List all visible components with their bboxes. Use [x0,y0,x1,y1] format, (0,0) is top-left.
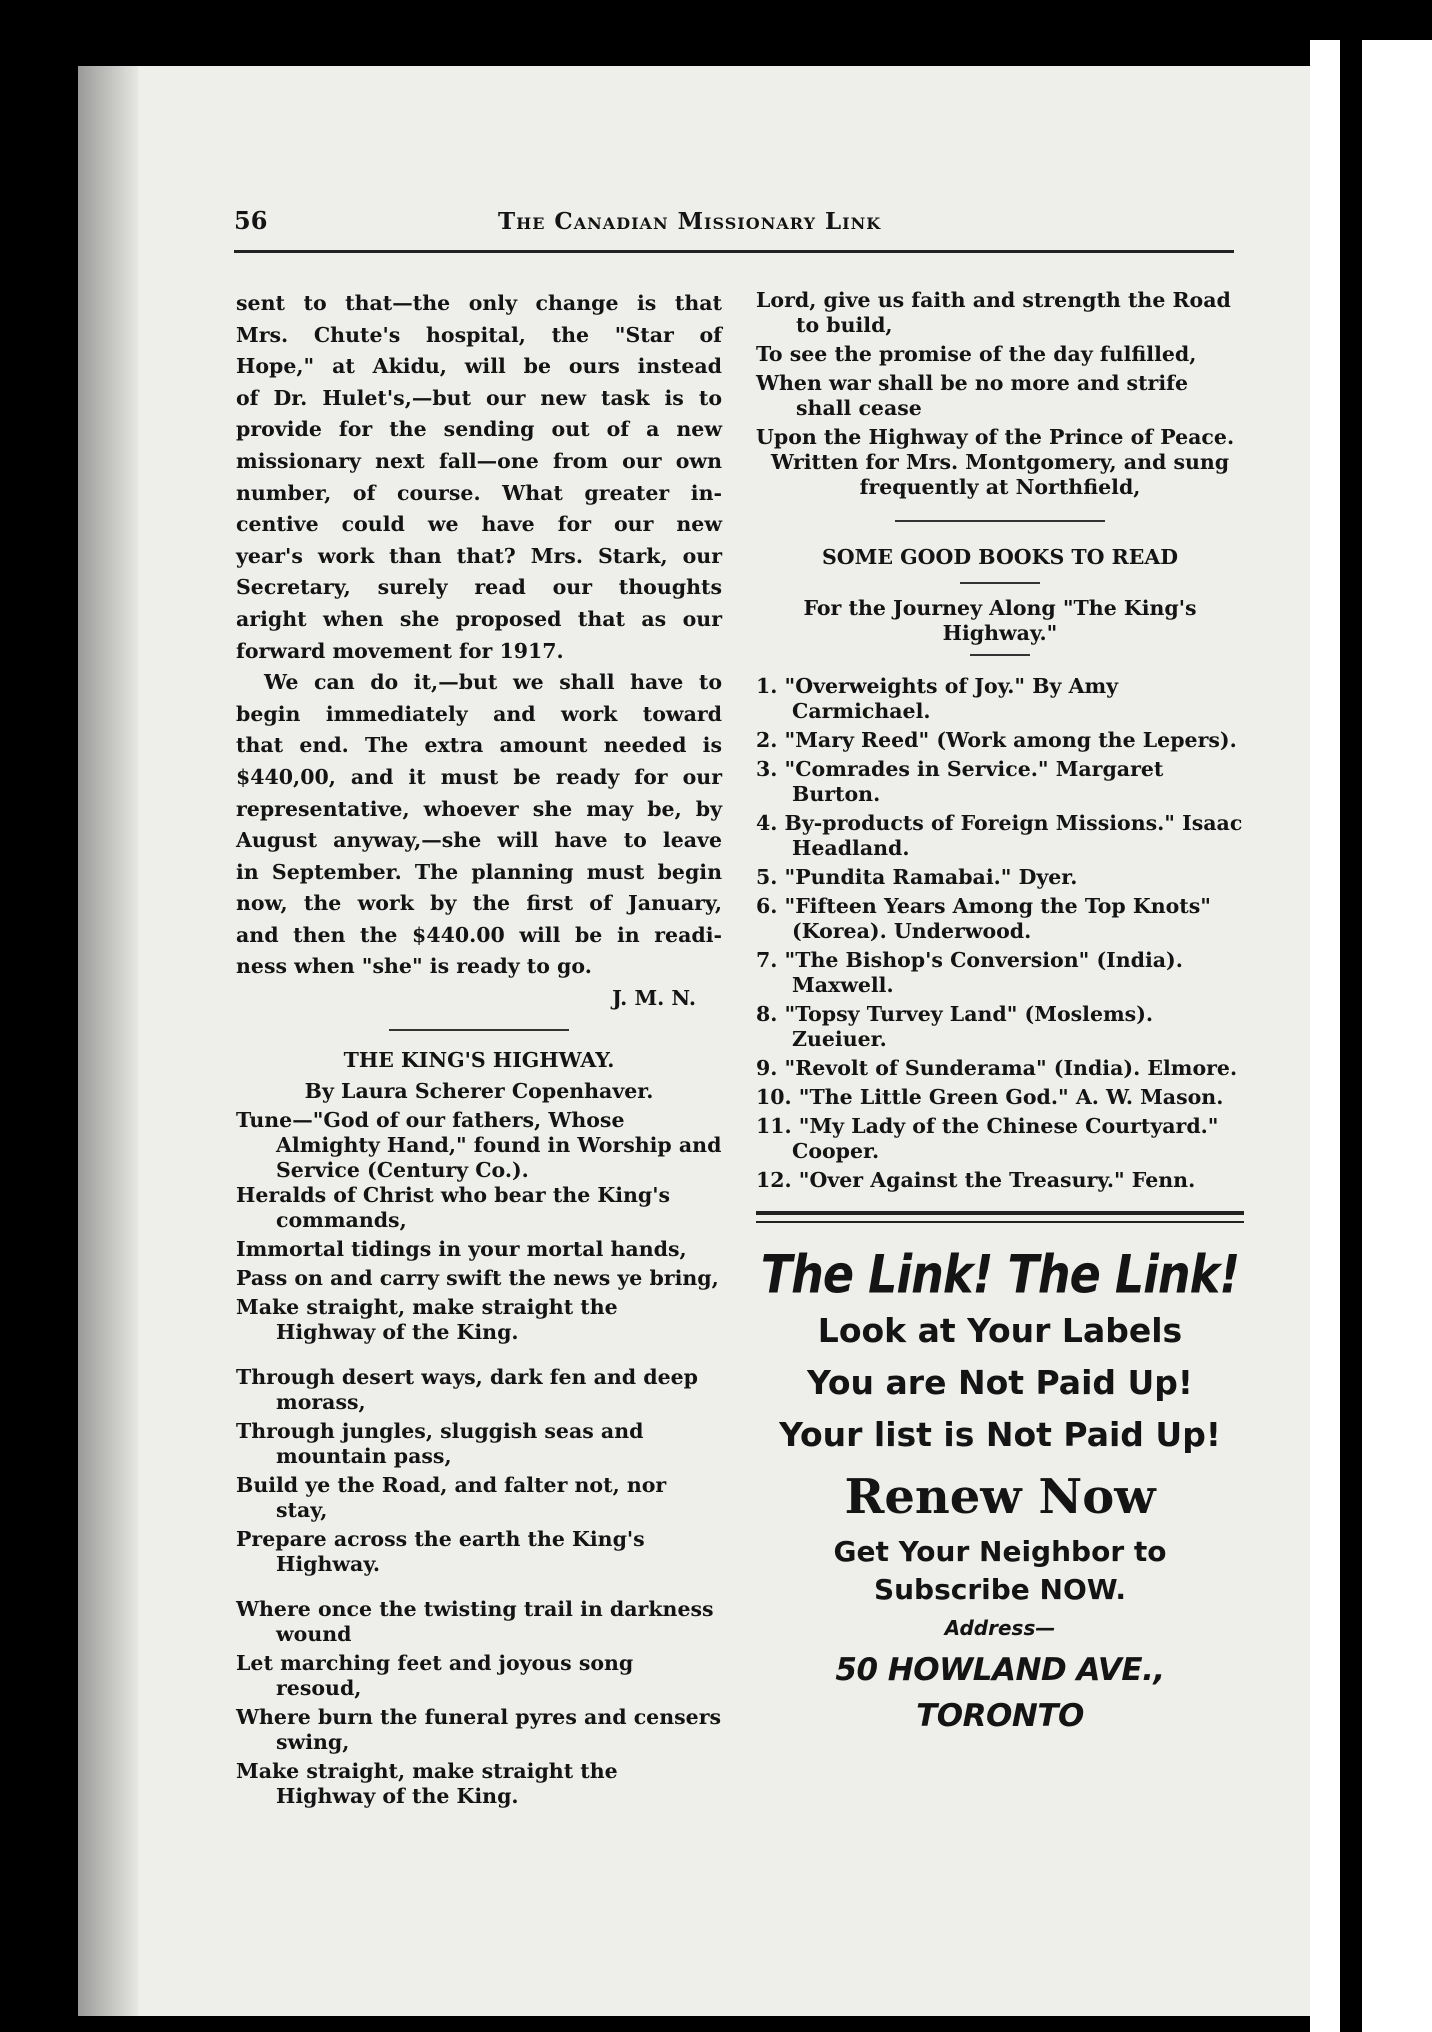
verse-line: When war shall be no more and strife shall cease [756,371,1189,420]
running-title: The Canadian Missionary Link [498,208,882,235]
ad-list-not-paid: Your list is Not Paid Up! [779,1414,1221,1454]
verse-line: Where burn the funeral pyres and censers swing, [236,1704,722,1754]
book-item: 11. "My Lady of the Chinese Courtyard." Cooper. [756,1113,1219,1163]
divider [895,520,1105,522]
book-item: 7. "The Bishop's Conversion" (India). Maxwell. [756,947,1183,997]
verse-line: Pass on and carry swift the news ye bring, [236,1265,719,1290]
text-line: ness when "she" is ready to go. [236,954,592,979]
scan-margin [1310,40,1432,2032]
book-item: 12. "Over Against the Treasury." Fenn. [756,1167,1196,1192]
book-list [756,674,1244,1193]
book-item: 2. "Mary Reed" (Work among the Lepers). [756,727,1237,752]
book-item: 3. "Comrades in Service." Margaret Burton. [756,756,1164,806]
verse-line: Make straight, make straight the Highway of the King. [236,1294,618,1344]
poem-title: THE KING'S HIGHWAY. [343,1047,615,1072]
poem-note: Written for Mrs. Montgomery, and sung frequently at Northfield, [770,450,1230,499]
right-column [756,288,1244,1739]
book-item: 1. "Overweights of Joy." By Amy Carmichael. [756,673,1119,723]
ad-address: 50 HOWLAND AVE., TORONTO [835,1651,1165,1734]
text-line: and then the $440.00 will be in readi- [236,922,722,947]
text-line: in September. The planning must begin [236,859,722,884]
advertisement [756,1243,1244,1739]
text-line: We can do it,—but we shall have to [264,670,722,695]
page-number: 56 [234,206,268,235]
divider [960,582,1040,584]
verse-line: Immortal tidings in your mortal hands, [236,1236,687,1261]
text-line: number, of course. What greater in- [236,480,722,505]
verse-line: Build ye the Road, and falter not, nor stay, [236,1472,667,1522]
stanza-2 [236,1365,722,1577]
text-line: Secretary, surely read our thoughts [236,575,722,600]
verse-line: Through jungles, sluggish seas and mountain pass, [236,1418,644,1468]
signature: J. M. N. [612,986,696,1011]
page-header [234,206,1234,240]
book-item: 8. "Topsy Turvey Land" (Moslems). Zueiuer. [756,1001,1154,1051]
verse-line: Tune—"God of our fathers, Whose Almighty Hand," found in Worship and Service (Century Co.). [236,1107,722,1182]
divider [389,1029,569,1031]
ad-renew-now: Renew Now [844,1468,1156,1525]
book-item: 6. "Fifteen Years Among the Top Knots" (Korea). Underwood. [756,893,1211,943]
stanza-gap [236,1577,722,1597]
book-item: 5. "Pundita Ramabai." Dyer. [756,864,1078,889]
books-title: SOME GOOD BOOKS TO READ [821,545,1179,569]
text-line: provide for the sending out of a new [236,417,722,442]
text-line: that end. The extra amount needed is [236,733,722,758]
stanza-4 [756,288,1244,450]
scan-edge [1340,40,1362,2032]
divider [970,654,1030,656]
verse-line: Prepare across the earth the King's Highway. [236,1526,645,1576]
book-item: 9. "Revolt of Sunderama" (India). Elmore. [756,1055,1238,1080]
text-line: forward movement for 1917. [236,638,564,663]
stanza-gap [236,1345,722,1365]
text-line: sent to that—the only change is that [236,291,722,315]
stanza-3 [236,1597,722,1809]
text-line: year's work than that? Mrs. Stark, our [236,543,722,568]
text-line: representative, whoever she may be, by [236,796,722,821]
text-line: Mrs. Chute's hospital, the "Star of [236,322,722,347]
poem-author: By Laura Scherer Copenhaver. [304,1079,654,1104]
ad-rule-thin [756,1221,1244,1223]
ad-subscribe: Subscribe NOW. [873,1572,1127,1606]
verse-line: Where once the twisting trail in darkness wound [236,1596,714,1646]
ad-not-paid: You are Not Paid Up! [807,1362,1193,1402]
poem-tune [236,1108,722,1183]
ad-neighbor: Get Your Neighbor to [833,1534,1167,1568]
header-rule [234,250,1234,253]
book-item: 4. By-products of Foreign Missions." Isaac Headland. [756,810,1243,860]
verse-line: Heralds of Christ who bear the King's commands, [236,1182,671,1232]
paragraph-1 [236,288,722,667]
text-line: centive could we have for our new [236,512,722,537]
text-line: now, the work by the first of January, [236,891,722,916]
text-line: Hope," at Akidu, will be ours instead [236,354,722,379]
text-line: $440,00, and it must be ready for our [236,764,722,789]
stanza-1 [236,1183,722,1345]
ad-labels: Look at Your Labels [817,1310,1183,1350]
book-item: 10. "The Little Green God." A. W. Mason. [756,1084,1224,1109]
left-column [236,288,722,1809]
ad-address-label: Address— [944,1615,1056,1640]
text-line: August anyway,—she will have to leave [236,828,722,853]
books-subtitle: For the Journey Along "The King's Highway." [803,595,1197,645]
verse-line: To see the promise of the day fulfilled, [756,342,1197,366]
paragraph-2 [236,667,722,983]
text-line: aright when she proposed that as our [236,606,722,631]
verse-line: Upon the Highway of the Prince of Peace. [756,425,1235,449]
text-line: missionary next fall—one from our own [236,448,722,473]
ad-headline: The Link! The Link! [760,1242,1240,1305]
text-line: of Dr. Hulet's,—but our new task is to [236,385,722,410]
verse-line: Lord, give us faith and strength the Road to build, [756,288,1231,337]
ad-rule-thick [756,1211,1244,1215]
text-line: begin immediately and work toward [236,701,722,726]
verse-line: Make straight, make straight the Highway of the King. [236,1758,618,1808]
verse-line: Let marching feet and joyous song resoud, [236,1650,634,1700]
verse-line: Through desert ways, dark fen and deep morass, [236,1364,699,1414]
page-shadow [78,66,138,2016]
